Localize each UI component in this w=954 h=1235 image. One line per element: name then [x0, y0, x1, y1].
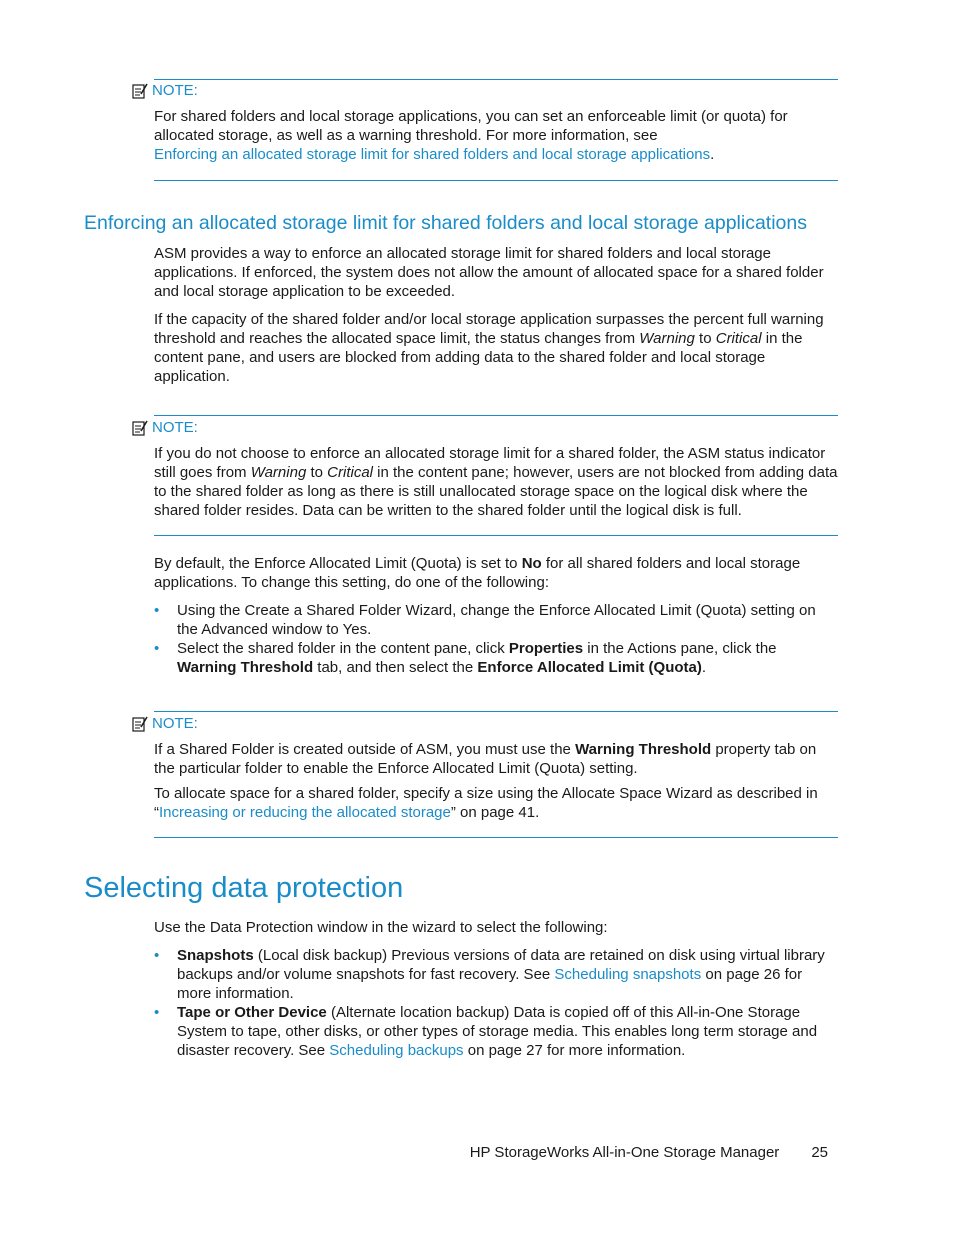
bullet-icon: • — [154, 602, 160, 619]
footer-title: HP StorageWorks All-in-One Storage Manager — [469, 1144, 780, 1161]
paragraph: Use the Data Protection window in the wizard to select the following: — [154, 919, 608, 936]
section-body — [154, 244, 838, 386]
bullet-list — [154, 946, 838, 1060]
note-header — [132, 715, 198, 732]
list-item: • Snapshots (Local disk backup) Previous versions of data are retained on disk using virtual library backups and/or volume snapshots for fast recovery. See Scheduling snapshots on page 26 for more information. — [154, 947, 825, 1002]
note-label: NOTE: — [152, 419, 198, 436]
paragraph: If the capacity of the shared folder and/or local storage application surpasses the percent full warning threshold and reaches the allocated space limit, the status changes from Warning to Critical in the content pane, and users are blocked from adding data to the shared folder and local storage application. — [154, 311, 824, 385]
note-text: To allocate space for a shared folder, specify a size using the Allocate Space Wizard as described in “Increasing or reducing the allocated storage” on page 41. — [154, 785, 818, 821]
note-box — [154, 711, 838, 838]
bullet-icon: • — [154, 640, 160, 657]
list-item: • Select the shared folder in the content pane, click Properties in the Actions pane, click the Warning Threshold tab, and then select the Enforce Allocated Limit (Quota). — [154, 640, 777, 676]
list-item: • Using the Create a Shared Folder Wizard, change the Enforce Allocated Limit (Quota) setting on the Advanced window to Yes. — [154, 602, 816, 638]
cross-reference-link[interactable]: Increasing or reducing the allocated storage — [159, 804, 451, 821]
note-text: If a Shared Folder is created outside of ASM, you must use the Warning Threshold property tab on the particular folder to enable the Enforce Allocated Limit (Quota) setting. — [154, 741, 817, 777]
note-link[interactable]: Enforcing an allocated storage limit for shared folders and local storage applications — [154, 146, 711, 163]
bullet-list — [154, 601, 838, 677]
note-header — [132, 82, 198, 99]
note-label: NOTE: — [152, 82, 198, 99]
page-number: 25 — [811, 1144, 828, 1161]
note-text: For shared folders and local storage applications, you can set an enforceable limit (or quota) for allocated storage, as well as a warning threshold. For more information, see Enforcing an allocated storage limit for shared folders and local storage applications. — [154, 108, 788, 163]
note-icon — [132, 420, 148, 436]
note-label: NOTE: — [152, 715, 198, 732]
section-heading: Enforcing an allocated storage limit for shared folders and local storage applications — [84, 212, 807, 234]
section-body — [154, 918, 838, 1060]
bullet-icon: • — [154, 947, 160, 964]
note-box — [154, 415, 838, 536]
note-text: If you do not choose to enforce an allocated storage limit for a shared folder, the ASM status indicator still goes from Warning to Critical in the content pane; however, users are not blocked from adding data to the shared folder as long as there is still unallocated storage space on the logical disk where the shared folder resides. Data can be written to the shared folder until the logical disk is full. — [154, 445, 838, 519]
note-box — [154, 79, 838, 181]
list-item: • Tape or Other Device (Alternate location backup) Data is copied off of this All-in-One Storage System to tape, other disks, or other types of storage media. This enables long term storage and disaster recovery. See Scheduling backups on page 27 for more information. — [154, 1004, 818, 1059]
note-icon — [132, 83, 148, 99]
page-title: Selecting data protection — [84, 872, 404, 904]
scheduling-snapshots-link[interactable]: Scheduling snapshots — [554, 966, 702, 983]
page-footer — [440, 1144, 828, 1161]
note-header — [132, 419, 198, 436]
section-body — [154, 554, 838, 677]
bullet-icon: • — [154, 1004, 160, 1021]
scheduling-backups-link[interactable]: Scheduling backups — [329, 1042, 464, 1059]
paragraph: By default, the Enforce Allocated Limit (Quota) is set to No for all shared folders and local storage applications. To change this setting, do one of the following: — [154, 555, 801, 591]
paragraph: ASM provides a way to enforce an allocated storage limit for shared folders and local storage applications. If enforced, the system does not allow the amount of allocated space for a shared folder and local storage application to be exceeded. — [154, 245, 824, 300]
note-icon — [132, 716, 148, 732]
